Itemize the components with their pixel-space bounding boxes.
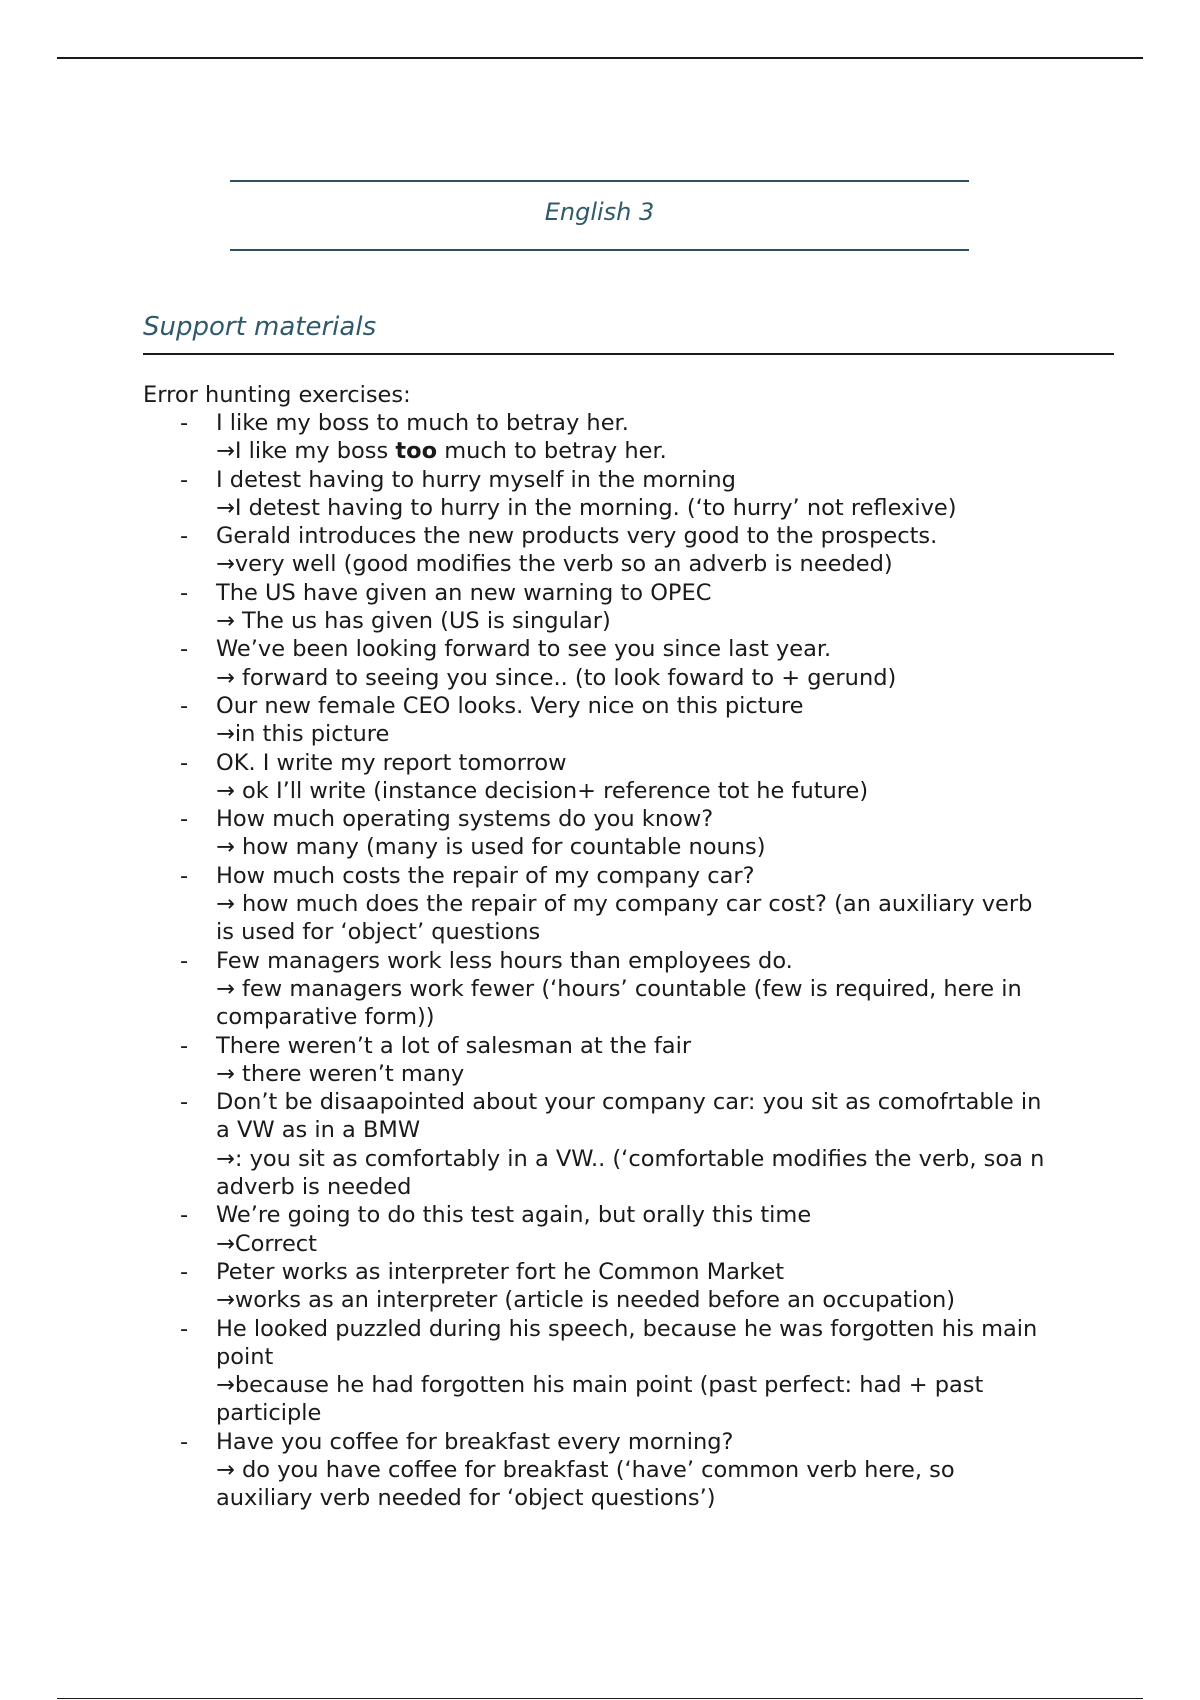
exercise-item xyxy=(143,1315,1114,1428)
correction-sentence: participle xyxy=(216,1400,322,1427)
page-bottom-rule xyxy=(57,1698,1143,1699)
bullet-dash: - xyxy=(180,1258,189,1285)
exercise-item xyxy=(143,635,1114,692)
correction-sentence: →very well (good modifies the verb so an adverb is needed) xyxy=(216,551,893,578)
exercise-item xyxy=(143,692,1114,749)
correction-sentence: →: you sit as comfortably in a VW.. (‘comfortable modifies the verb, soa n xyxy=(216,1145,1045,1172)
exercise-item xyxy=(143,1428,1114,1513)
correction-sentence: →because he had forgotten his main point (past perfect: had + past xyxy=(216,1372,984,1399)
title-bottom-rule xyxy=(230,249,969,251)
exercise-item xyxy=(143,862,1114,947)
exercise-item xyxy=(143,1258,1114,1315)
error-sentence: He looked puzzled during his speech, because he was forgotten his main xyxy=(216,1315,1038,1342)
bullet-dash: - xyxy=(180,692,189,719)
error-sentence: OK. I write my report tomorrow xyxy=(216,749,567,776)
bullet-dash: - xyxy=(180,749,189,776)
correction-sentence: adverb is needed xyxy=(216,1174,412,1201)
error-sentence: We’re going to do this test again, but orally this time xyxy=(216,1202,812,1229)
correction-sentence: comparative form)) xyxy=(216,1004,435,1031)
bullet-dash: - xyxy=(180,1315,189,1342)
bullet-dash: - xyxy=(180,1202,189,1229)
error-sentence: Few managers work less hours than employees do. xyxy=(216,947,793,974)
bullet-dash: - xyxy=(180,410,189,436)
bullet-dash: - xyxy=(180,579,189,606)
bullet-dash: - xyxy=(180,466,189,493)
error-sentence: There weren’t a lot of salesman at the fair xyxy=(216,1032,692,1059)
exercise-item xyxy=(143,1201,1114,1258)
error-sentence: Our new female CEO looks. Very nice on this picture xyxy=(216,692,804,719)
correction-sentence: →I detest having to hurry in the morning. (‘to hurry’ not reflexive) xyxy=(216,494,957,521)
bullet-dash: - xyxy=(180,636,189,663)
document-title: English 3 xyxy=(544,198,655,226)
bullet-dash: - xyxy=(180,862,189,889)
correction-sentence: →in this picture xyxy=(216,721,390,748)
bullet-dash: - xyxy=(180,523,189,550)
exercise-list xyxy=(143,409,1114,1513)
correction-sentence: is used for ‘object’ questions xyxy=(216,919,541,946)
error-sentence: Have you coffee for breakfast every morning? xyxy=(216,1428,734,1455)
section-rule xyxy=(143,353,1114,355)
error-sentence: How much operating systems do you know? xyxy=(216,806,714,833)
error-sentence: How much costs the repair of my company car? xyxy=(216,862,755,889)
error-sentence: Peter works as interpreter fort he Common Market xyxy=(216,1258,785,1285)
correction-sentence: → few managers work fewer (‘hours’ countable (few is required, here in xyxy=(216,975,1022,1002)
bullet-dash: - xyxy=(180,806,189,833)
correction-sentence: →Correct xyxy=(216,1230,317,1257)
bullet-dash: - xyxy=(180,947,189,974)
correction-sentence: → forward to seeing you since.. (to look foward to + gerund) xyxy=(216,664,897,691)
correction-sentence: → The us has given (US is singular) xyxy=(216,608,611,635)
correction-sentence: →I like my boss too much to betray her. xyxy=(216,438,667,465)
bullet-dash: - xyxy=(180,1089,189,1116)
error-sentence: The US have given an new warning to OPEC xyxy=(216,579,712,606)
bullet-dash: - xyxy=(180,1032,189,1059)
exercise-item xyxy=(143,522,1114,579)
exercise-item xyxy=(143,947,1114,1032)
error-sentence: Gerald introduces the new products very good to the prospects. xyxy=(216,523,938,550)
error-sentence: a VW as in a BMW xyxy=(216,1117,421,1144)
exercise-item xyxy=(143,749,1114,806)
correction-sentence: → ok I’ll write (instance decision+ reference tot he future) xyxy=(216,777,869,804)
correction-sentence: → how many (many is used for countable nouns) xyxy=(216,834,766,861)
error-sentence: point xyxy=(216,1343,274,1370)
intro-text: Error hunting exercises: xyxy=(143,382,411,408)
title-top-rule xyxy=(230,180,969,182)
exercise-item xyxy=(143,1032,1114,1089)
error-sentence: I like my boss to much to betray her. xyxy=(216,410,629,436)
correction-sentence: auxiliary verb needed for ‘object questions’) xyxy=(216,1485,716,1512)
error-sentence: Don’t be disaapointed about your company car: you sit as comofrtable in xyxy=(216,1089,1042,1116)
bold-correction: too xyxy=(395,438,438,465)
section-heading: Support materials xyxy=(143,312,377,342)
correction-sentence: → do you have coffee for breakfast (‘have’ common verb here, so xyxy=(216,1456,955,1483)
correction-sentence: →works as an interpreter (article is needed before an occupation) xyxy=(216,1287,956,1314)
correction-sentence: → how much does the repair of my company car cost? (an auxiliary verb xyxy=(216,891,1033,918)
correction-sentence: → there weren’t many xyxy=(216,1060,465,1087)
exercise-item xyxy=(143,805,1114,862)
bullet-dash: - xyxy=(180,1428,189,1455)
error-sentence: I detest having to hurry myself in the morning xyxy=(216,466,736,493)
exercise-item xyxy=(143,1088,1114,1201)
error-sentence: We’ve been looking forward to see you since last year. xyxy=(216,636,832,663)
page-top-rule xyxy=(57,57,1143,59)
exercise-item xyxy=(143,409,1114,466)
exercise-item xyxy=(143,466,1114,523)
exercise-item xyxy=(143,579,1114,636)
